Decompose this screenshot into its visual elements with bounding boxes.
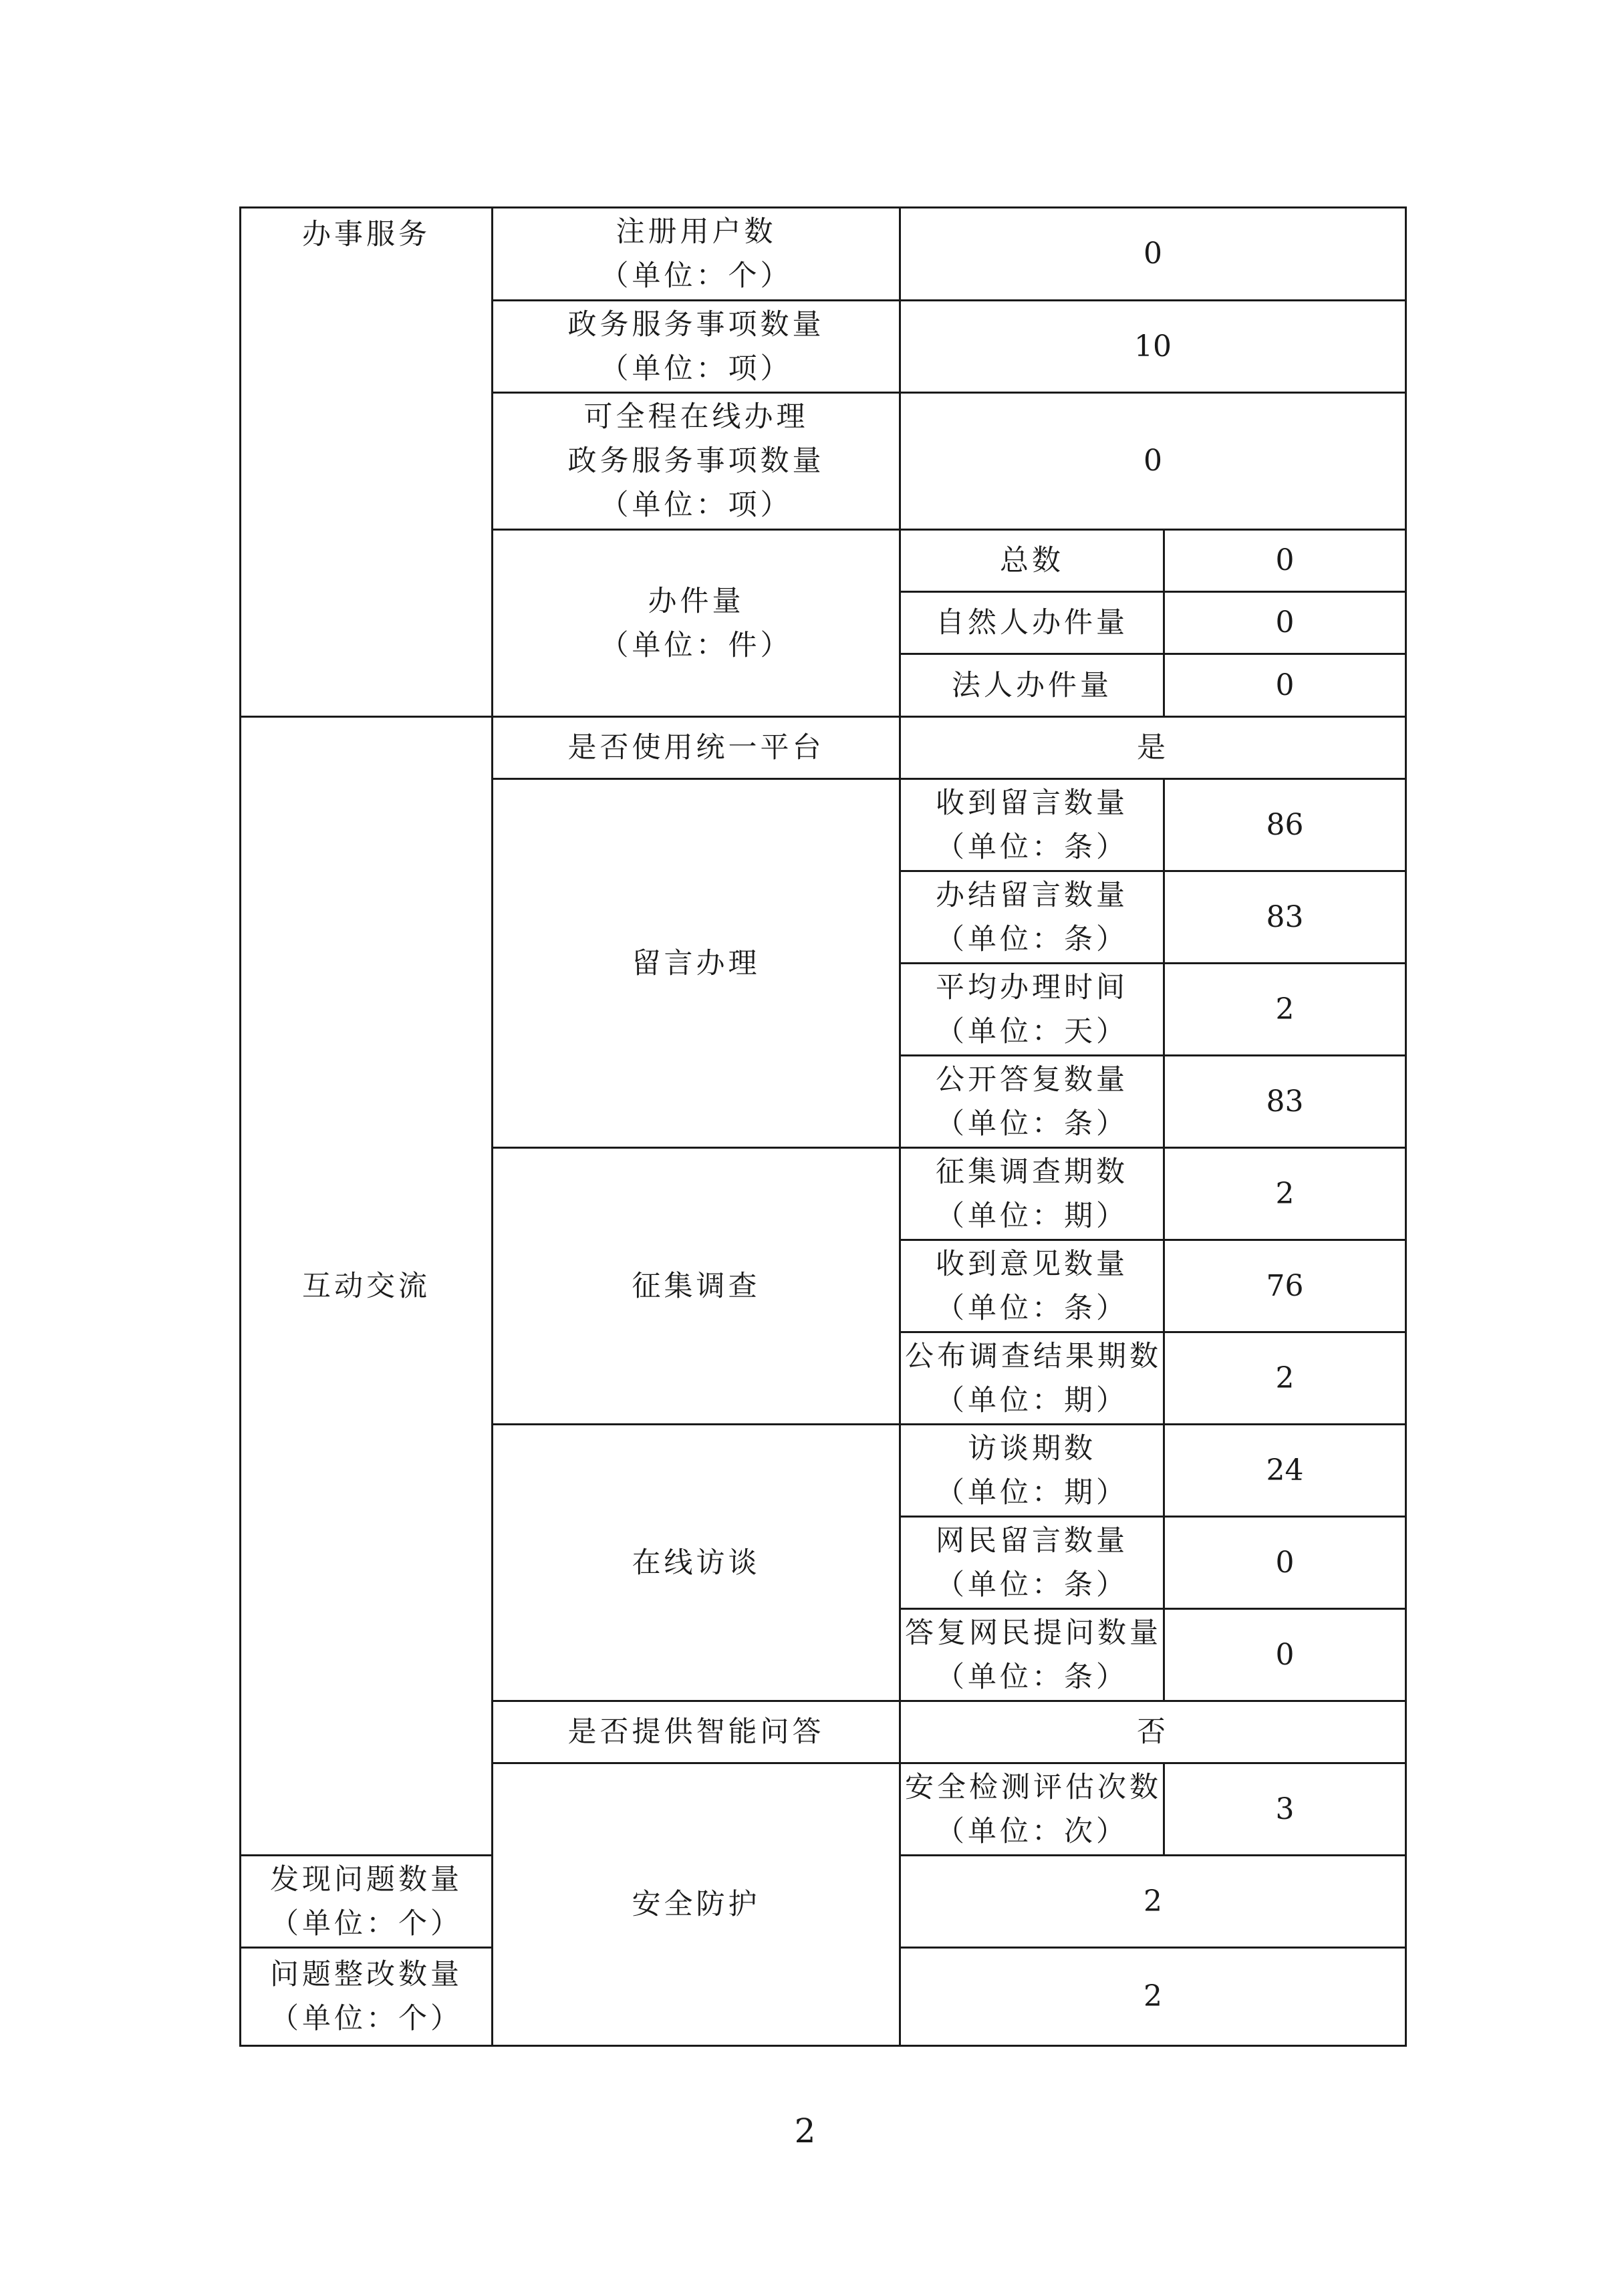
- row-label-online-items: 可全程在线办理 政务服务事项数量 （单位：项）: [493, 393, 900, 530]
- value-interview-answers: 0: [1164, 1609, 1406, 1701]
- value-interview-netizen-messages: 0: [1164, 1517, 1406, 1609]
- row-label-issues-found: 发现问题数量 （单位：个）: [241, 1856, 493, 1948]
- value-smart-qa: 否: [900, 1701, 1406, 1763]
- sub-label-interview-netizen-messages: 网民留言数量 （单位：条）: [900, 1517, 1164, 1609]
- value-survey-opinions: 76: [1164, 1240, 1406, 1332]
- row-label-service-items: 政务服务事项数量 （单位：项）: [493, 301, 900, 393]
- value-survey-results: 2: [1164, 1332, 1406, 1425]
- value-messages-public-replies: 83: [1164, 1056, 1406, 1148]
- section-label-service: 办事服务: [241, 208, 493, 717]
- value-cases-natural: 0: [1164, 592, 1406, 654]
- row-label-registered-users: 注册用户数 （单位：个）: [493, 208, 900, 301]
- statistics-table: [239, 206, 1407, 2047]
- sub-label-cases-natural: 自然人办件量: [900, 592, 1164, 654]
- row-label-messages: 留言办理: [493, 779, 900, 1148]
- value-assessments: 3: [1164, 1763, 1406, 1856]
- value-issues-fixed: 2: [900, 1948, 1406, 2046]
- sub-label-cases-legal: 法人办件量: [900, 654, 1164, 717]
- report-sheet: [239, 206, 1405, 2045]
- sub-label-survey-periods: 征集调查期数 （单位：期）: [900, 1148, 1164, 1240]
- row-label-cases: 办件量 （单位：件）: [493, 530, 900, 717]
- row-label-issues-fixed: 问题整改数量 （单位：个）: [241, 1948, 493, 2046]
- sub-label-messages-public-replies: 公开答复数量 （单位：条）: [900, 1056, 1164, 1148]
- value-registered-users: 0: [900, 208, 1406, 301]
- sub-label-messages-avg-time: 平均办理时间 （单位：天）: [900, 964, 1164, 1056]
- value-messages-avg-time: 2: [1164, 964, 1406, 1056]
- table-row: [241, 208, 1406, 301]
- value-survey-periods: 2: [1164, 1148, 1406, 1240]
- value-cases-total: 0: [1164, 530, 1406, 592]
- value-service-items: 10: [900, 301, 1406, 393]
- sub-label-cases-total: 总数: [900, 530, 1164, 592]
- value-unified-platform: 是: [900, 717, 1406, 779]
- row-label-assessments: 安全检测评估次数 （单位：次）: [900, 1763, 1164, 1856]
- page-number: 2: [794, 2112, 816, 2150]
- value-messages-received: 86: [1164, 779, 1406, 871]
- row-label-interview: 在线访谈: [493, 1425, 900, 1701]
- table-row: [241, 717, 1406, 779]
- value-issues-found: 2: [900, 1856, 1406, 1948]
- value-interview-periods: 24: [1164, 1425, 1406, 1517]
- value-online-items: 0: [900, 393, 1406, 530]
- section-label-security: 安全防护: [493, 1763, 900, 2046]
- row-label-unified-platform: 是否使用统一平台: [493, 717, 900, 779]
- sub-label-survey-results: 公布调查结果期数 （单位：期）: [900, 1332, 1164, 1425]
- sub-label-messages-completed: 办结留言数量 （单位：条）: [900, 871, 1164, 964]
- row-label-smart-qa: 是否提供智能问答: [493, 1701, 900, 1763]
- section-label-interaction: 互动交流: [241, 717, 493, 1856]
- sub-label-messages-received: 收到留言数量 （单位：条）: [900, 779, 1164, 871]
- value-cases-legal: 0: [1164, 654, 1406, 717]
- row-label-survey: 征集调查: [493, 1148, 900, 1425]
- sub-label-interview-answers: 答复网民提问数量 （单位：条）: [900, 1609, 1164, 1701]
- sub-label-survey-opinions: 收到意见数量 （单位：条）: [900, 1240, 1164, 1332]
- sub-label-interview-periods: 访谈期数 （单位：期）: [900, 1425, 1164, 1517]
- value-messages-completed: 83: [1164, 871, 1406, 964]
